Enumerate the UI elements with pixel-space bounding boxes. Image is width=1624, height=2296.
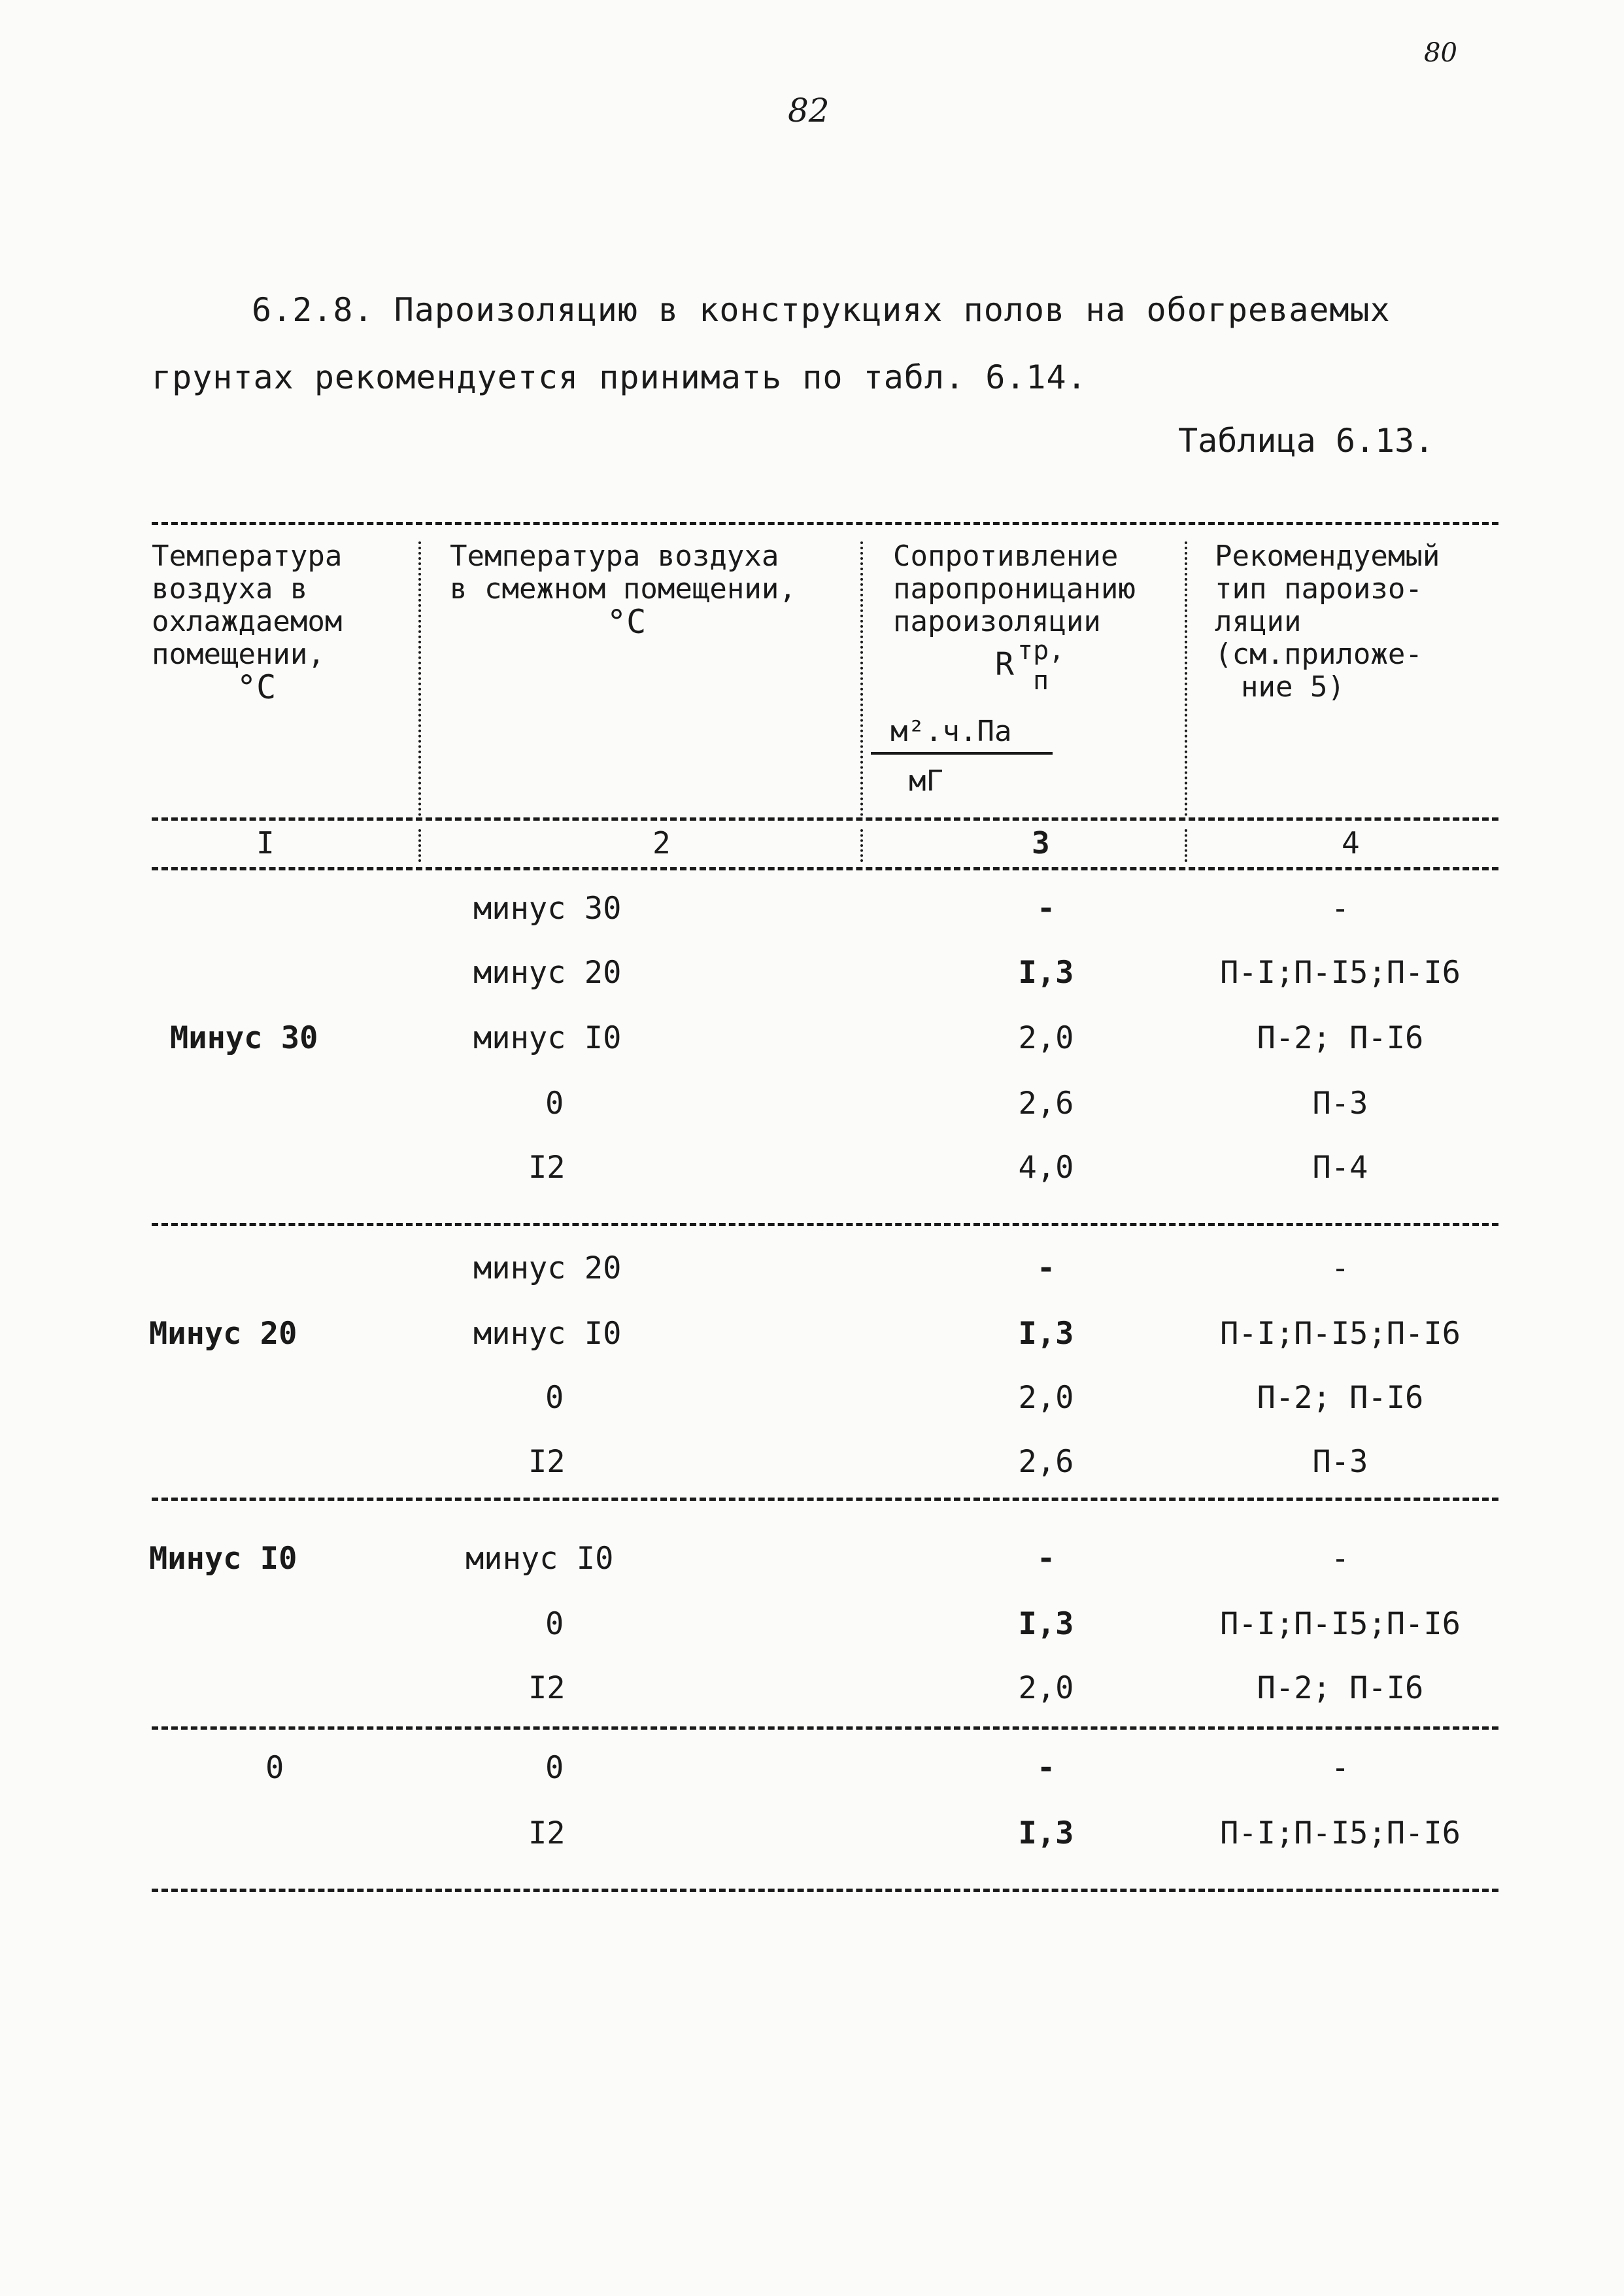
temp-cell: 0 bbox=[545, 1380, 564, 1416]
type-cell: П-2; П-I6 bbox=[1257, 1670, 1424, 1706]
colnum-separator-1 bbox=[418, 829, 421, 862]
type-cell: П-4 bbox=[1312, 1150, 1368, 1186]
temp-cell: 0 bbox=[545, 1750, 564, 1786]
type-cell: - bbox=[1330, 1250, 1350, 1286]
resistance-cell: 2,6 bbox=[1018, 1444, 1074, 1480]
temp-cell: I2 bbox=[528, 1150, 566, 1186]
temp-cell: I2 bbox=[528, 1444, 566, 1480]
resistance-cell: 2,0 bbox=[1018, 1020, 1074, 1056]
colnum-separator-2 bbox=[860, 829, 863, 862]
unit-denominator: мГ bbox=[909, 764, 943, 798]
header-bottom-rule bbox=[152, 817, 1498, 821]
resistance-cell: I,3 bbox=[1018, 955, 1074, 991]
group-label: Минус 20 bbox=[149, 1316, 297, 1352]
temp-cell: I2 bbox=[528, 1815, 566, 1851]
type-cell: П-I;П-I5;П-I6 bbox=[1220, 1815, 1461, 1851]
resistance-superscript: тр, bbox=[1017, 636, 1065, 666]
resistance-cell: I,3 bbox=[1018, 1316, 1074, 1352]
header-separator-3 bbox=[1185, 541, 1187, 816]
resistance-cell: I,3 bbox=[1018, 1815, 1074, 1851]
header-separator-1 bbox=[418, 541, 421, 816]
corner-page-number: 80 bbox=[1424, 38, 1457, 68]
unit-fraction-line bbox=[871, 752, 1053, 755]
resistance-cell: 4,0 bbox=[1018, 1150, 1074, 1186]
type-cell: - bbox=[1330, 891, 1350, 927]
resistance-subscript: п bbox=[1033, 666, 1049, 696]
col-number-2: 2 bbox=[652, 825, 671, 861]
type-cell: - bbox=[1330, 1541, 1350, 1577]
table-bottom-rule bbox=[152, 1889, 1498, 1892]
resistance-cell: 2,6 bbox=[1018, 1086, 1074, 1122]
type-cell: П-3 bbox=[1312, 1086, 1368, 1122]
temp-cell: минус I0 bbox=[473, 1020, 622, 1056]
resistance-cell: - bbox=[1036, 1750, 1056, 1786]
temp-cell: минус 30 bbox=[473, 891, 622, 927]
header-col3: Сопротивление паропроницанию пароизоляции bbox=[893, 540, 1136, 638]
type-cell: П-2; П-I6 bbox=[1257, 1020, 1424, 1056]
type-cell: П-I;П-I5;П-I6 bbox=[1220, 1606, 1461, 1642]
type-cell: П-3 bbox=[1312, 1444, 1368, 1480]
resistance-cell: I,3 bbox=[1018, 1606, 1074, 1642]
type-cell: П-I;П-I5;П-I6 bbox=[1220, 1316, 1461, 1352]
group-separator-2 bbox=[152, 1498, 1498, 1501]
header-col4: Рекомендуемый тип пароизо- ляции (см.приложе- ние 5) bbox=[1215, 540, 1440, 704]
paragraph-line-1: 6.2.8. Пароизоляцию в конструкциях полов на обогреваемых bbox=[252, 291, 1391, 329]
temp-cell: минус 20 bbox=[473, 1250, 622, 1286]
colnum-separator-3 bbox=[1185, 829, 1187, 862]
resistance-cell: 2,0 bbox=[1018, 1380, 1074, 1416]
type-cell: П-I;П-I5;П-I6 bbox=[1220, 955, 1461, 991]
col-number-1: I bbox=[256, 825, 275, 861]
header-separator-2 bbox=[860, 541, 863, 816]
table-caption: Таблица 6.13. bbox=[1178, 422, 1434, 460]
table-top-rule bbox=[152, 522, 1498, 525]
page-number: 82 bbox=[788, 92, 830, 129]
type-cell: - bbox=[1330, 1750, 1350, 1786]
group-separator-1 bbox=[152, 1223, 1498, 1226]
colnum-bottom-rule bbox=[152, 867, 1498, 870]
temp-cell: минус I0 bbox=[473, 1316, 622, 1352]
resistance-symbol: R bbox=[995, 646, 1014, 683]
type-cell: П-2; П-I6 bbox=[1257, 1380, 1424, 1416]
resistance-cell: 2,0 bbox=[1018, 1670, 1074, 1706]
col-number-4: 4 bbox=[1342, 825, 1360, 861]
temp-cell: минус 20 bbox=[473, 955, 622, 991]
temp-cell: I2 bbox=[528, 1670, 566, 1706]
resistance-cell: - bbox=[1036, 891, 1056, 927]
group-label: 0 bbox=[265, 1750, 284, 1786]
resistance-cell: - bbox=[1036, 1541, 1056, 1577]
group-label: Минус 30 bbox=[170, 1020, 318, 1056]
unit-numerator: м².ч.Па bbox=[890, 715, 1012, 748]
group-separator-3 bbox=[152, 1726, 1498, 1730]
col-number-3: 3 bbox=[1032, 825, 1050, 861]
paragraph-line-2: грунтах рекомендуется принимать по табл. 6.14. bbox=[152, 358, 1087, 396]
temp-cell: 0 bbox=[545, 1086, 564, 1122]
header-col1: Температура воздуха в охлаждаемом помещении, °С bbox=[152, 540, 343, 706]
header-col2: Температура воздуха в смежном помещении, °С bbox=[450, 540, 796, 641]
temp-cell: 0 bbox=[545, 1606, 564, 1642]
group-label: Минус I0 bbox=[149, 1541, 297, 1577]
temp-cell: минус I0 bbox=[465, 1541, 614, 1577]
resistance-cell: - bbox=[1036, 1250, 1056, 1286]
